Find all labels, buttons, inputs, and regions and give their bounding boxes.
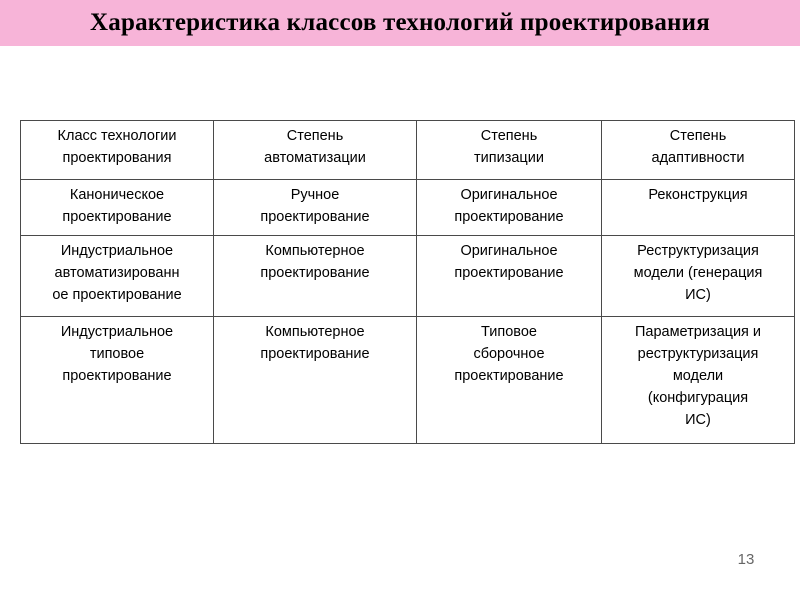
cell-text: Оригинальное проектирование (454, 243, 564, 281)
table-cell (417, 180, 602, 236)
cell-text: Компьютерное проектирование (260, 324, 370, 362)
technology-classes-table (20, 120, 795, 444)
table-cell (214, 236, 417, 317)
table-row (21, 317, 795, 444)
cell-text: Параметризация и реструктуризация модели (конфигурация ИС) (634, 324, 762, 428)
header-label: Степень автоматизации (264, 128, 366, 166)
header-label: Степень адаптивности (651, 128, 745, 166)
cell-text: Каноническое проектирование (62, 187, 172, 225)
table-cell (602, 236, 795, 317)
cell-text: Типовое сборочное проектирование (454, 324, 564, 384)
table-cell (21, 180, 214, 236)
cell-text: Индустриальное типовое проектирование (60, 324, 174, 384)
table-cell (214, 180, 417, 236)
slide-title: Характеристика классов технологий проектирования (90, 9, 710, 36)
cell-text: Реструктуризация модели (генерация ИС) (633, 243, 763, 303)
header-label: Степень типизации (474, 128, 544, 166)
cell-text: Ручное проектирование (260, 187, 370, 225)
table-cell (21, 236, 214, 317)
cell-text: Реконструкция (648, 187, 748, 203)
table-cell (602, 317, 795, 444)
table-cell (417, 317, 602, 444)
header-cell (417, 121, 602, 180)
table-header-row (21, 121, 795, 180)
header-cell (602, 121, 795, 180)
header-label: Класс технологии проектирования (57, 128, 177, 166)
table-cell (21, 317, 214, 444)
table-row (21, 180, 795, 236)
cell-text: Компьютерное проектирование (260, 243, 370, 281)
table-cell (602, 180, 795, 236)
cell-text: Индустриальное автоматизированн ое проектирование (52, 243, 182, 303)
table-cell (417, 236, 602, 317)
cell-text: Оригинальное проектирование (454, 187, 564, 225)
header-cell (21, 121, 214, 180)
header-cell (214, 121, 417, 180)
page-number: 13 (737, 551, 755, 568)
table-row (21, 236, 795, 317)
table-cell (214, 317, 417, 444)
